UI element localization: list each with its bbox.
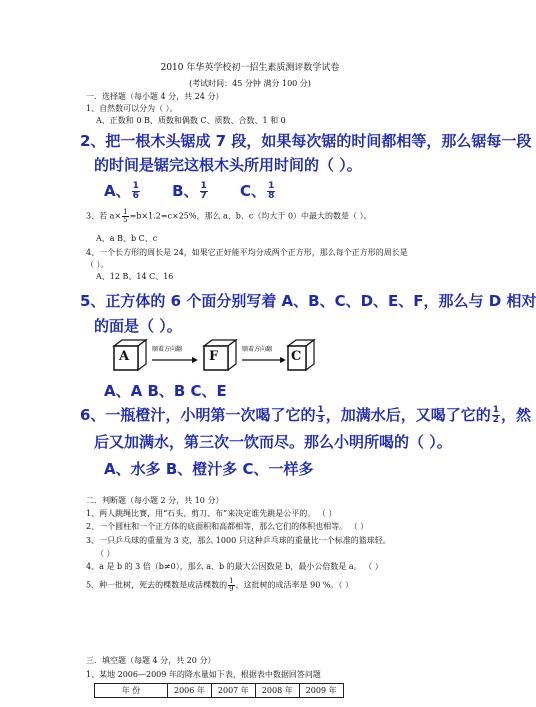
q3-fraction: $\frac{1}{5}$ (123, 208, 128, 224)
q2-fraction-a: $\frac{1}{6}$ (132, 181, 139, 201)
table-header-2007: 2007 年 (211, 684, 255, 698)
q5-line1: 5、正方体的 6 个面分别写着 A、B、C、D、E、F，那么与 D 相对 (80, 292, 536, 310)
q2-options (104, 180, 276, 201)
exam-subtitle: (考试时间：45 分钟 满分 100 分) (189, 79, 311, 88)
section3-heading: 三．填空题（每题 4 分，共 20 分） (86, 656, 216, 665)
exam-title: 2010 年华英学校初一招生素质测评数学试卷 (160, 63, 340, 73)
judge-q1: 1、两人跳绳比赛，用“石头、剪刀、布”来决定谁先跳是公平的。 （ ） (86, 509, 337, 518)
rainfall-table (94, 683, 344, 698)
arrow-2 (242, 357, 286, 363)
q3-stem: 3、若 a× $\frac{1}{5}$ =b×1.2=c×25%，那么 a、b、c（均大于 0）中最大的数是（ ）。 (86, 208, 372, 224)
cube-1-letter: A (119, 349, 130, 364)
q5-line2: 的面是（ ）。 (94, 317, 182, 335)
judge-q5-fraction: $\frac{1}{9}$ (229, 577, 234, 593)
arrow-1-label: 顺着方向翻 (152, 346, 183, 353)
q2-line2: 的时间是锯完这根木头所用时间的（ ）。 (94, 156, 362, 174)
q6-line2: 后又加满水，第三次一饮而尽。那么小明所喝的（ ）。 (94, 433, 452, 451)
q2-option-a: A、 (104, 182, 131, 200)
q2-line1: 2、把一根木头锯成 7 段，如果每次锯的时间都相等，那么锯每一段 (80, 132, 532, 150)
judge-q2: 2、一个圆柱和一个正方体的底面积和高都相等，那么它们的体积也相等。 （ ） (86, 522, 369, 531)
q6-fraction-1: $\frac{1}{3}$ (317, 405, 324, 425)
table-header-2009: 2009 年 (299, 684, 343, 698)
cube-3-letter: C (291, 349, 302, 364)
arrow-1 (152, 357, 198, 363)
table-header-2006: 2006 年 (168, 684, 212, 698)
q4-stem: 4、一个长方形的周长是 24，如果它正好能平均分成两个正方形，那么每个正方形的周长是 (86, 248, 408, 257)
section1-heading: 一．选择题（每小题 4 分，共 24 分） (86, 92, 224, 101)
q4-stem-end: （ ）。 (86, 260, 109, 269)
judge-q3-line2: （ ） (96, 549, 115, 558)
judge-q5: 5、种一批树，死去的棵数是成活棵数的 $\frac{1}{9}$ ，这批树的成活率是 90 %。（ ） (86, 577, 353, 593)
judge-q4: 4、a 是 b 的 3 倍（b≠0），那么 a、b 的最大公因数是 b，最小公倍数是 a。 （ ） (86, 562, 383, 571)
q6-options: A、水多 B、橙汁多 C、一样多 (104, 460, 314, 478)
q3-options: A、a B、b C、c (96, 234, 158, 243)
q6-line1: 6、一瓶橙汁，小明第一次喝了它的 $\frac{1}{3}$ ，加满水后，又喝了它的 $\frac{1}{2}$ ，然 (80, 405, 532, 425)
section2-heading: 二．判断题（每小题 2 分，共 10 分） (86, 496, 224, 505)
q1-options: A、正数和 0 B、质数和偶数 C、质数、合数、1 和 0 (96, 116, 286, 125)
q5-options: A、A B、B C、E (104, 382, 227, 400)
q2-option-c: C、 (240, 182, 267, 200)
arrow-2-label: 顺着方向翻 (242, 346, 273, 353)
q4-options: A、12 B、14 C、16 (96, 272, 174, 281)
table-header-2008: 2008 年 (255, 684, 299, 698)
cube-2-letter: F (209, 349, 219, 364)
fill-q1: 1、某地 2006—2009 年的降水量如下表，根据表中数据回答问题 (86, 670, 321, 679)
table-header-year: 年 份 (95, 684, 168, 698)
judge-q3-line1: 3、一只乒乓球的重量为 3 克，那么 1000 只这种乒乓球的重量比一个标准的篮球轻。 (86, 536, 391, 545)
q2-fraction-c: $\frac{1}{8}$ (268, 181, 275, 201)
q2-option-b: B、 (172, 182, 199, 200)
q2-fraction-b: $\frac{1}{7}$ (200, 181, 207, 201)
q6-fraction-2: $\frac{1}{2}$ (492, 405, 499, 425)
table-row (95, 684, 344, 698)
q1-stem: 1、自然数可以分为（ ）。 (86, 104, 178, 113)
